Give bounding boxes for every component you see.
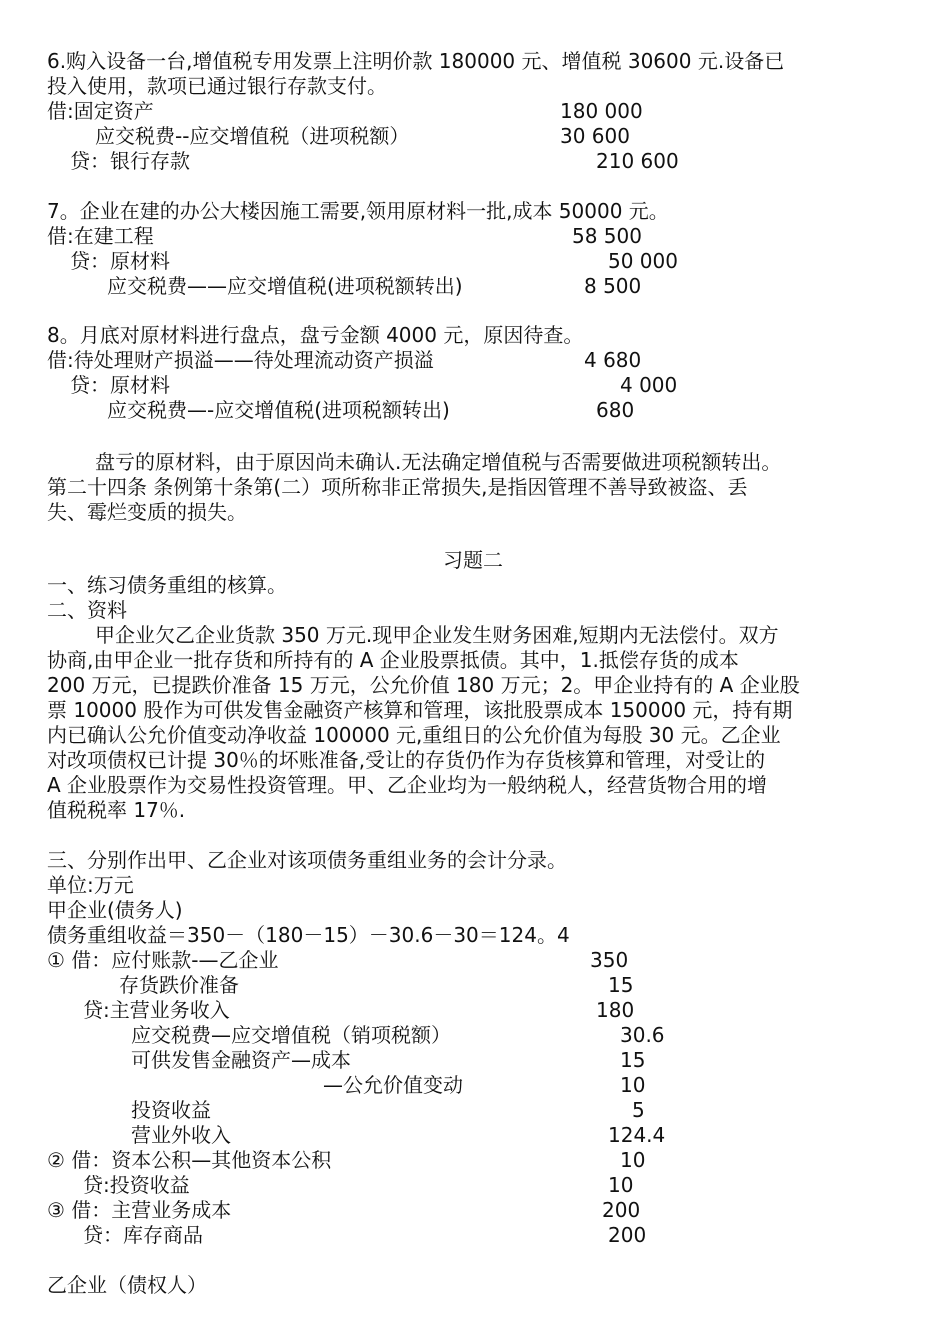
section-heading-2: 二、资料 — [47, 598, 127, 622]
entry1-credit-amount-3: 15 — [620, 1048, 646, 1072]
entry3-credit-account: 贷：库存商品 — [83, 1223, 203, 1247]
material-line1: 甲企业欠乙企业货款 350 万元.现甲企业发生财务困难,短期内无法偿付。双方 — [95, 623, 779, 647]
entry2-credit-account: 贷:投资收益 — [83, 1173, 190, 1197]
debtor-heading: 甲企业(债务人) — [47, 898, 183, 922]
q7-text-line1: 7。企业在建的办公大楼因施工需要,领用原材料一批,成本 50000 元。 — [47, 199, 669, 223]
section-heading-3: 三、分别作出甲、乙企业对该项债务重组业务的会计分录。 — [47, 848, 567, 872]
q6-debit-account-2: 应交税费--应交增值税（进项税额） — [95, 124, 410, 148]
q8-note-line3: 失、霉烂变质的损失。 — [47, 500, 247, 524]
q7-credit-amount-2: 8 500 — [584, 274, 642, 298]
creditor-heading: 乙企业（债权人） — [47, 1273, 207, 1297]
entry1-credit-account-5: 投资收益 — [131, 1098, 211, 1122]
q8-credit-account: 贷：原材料 — [70, 373, 170, 397]
q7-debit-amount: 58 500 — [572, 224, 642, 248]
entry1-credit-amount-5: 5 — [632, 1098, 645, 1122]
entry3-credit-amount: 200 — [608, 1223, 647, 1247]
entry1-credit-account-6: 营业外收入 — [131, 1123, 231, 1147]
q6-debit-amount-2: 30 600 — [560, 124, 630, 148]
entry1-credit-amount: 180 — [596, 998, 635, 1022]
entry2-credit-amount: 10 — [608, 1173, 634, 1197]
q6-text-line2: 投入使用，款项已通过银行存款支付。 — [47, 74, 387, 98]
q6-debit-amount: 180 000 — [560, 99, 643, 123]
entry1-credit-account-4: —公允价值变动 — [323, 1073, 463, 1097]
material-line5: 内已确认公允价值变动净收益 100000 元,重组日的公允价值为每股 30 元。乙企业 — [47, 723, 781, 747]
entry1-debit-amount-2: 15 — [608, 973, 634, 997]
q8-credit-account-2: 应交税费—-应交增值税(进项税额转出) — [107, 398, 450, 422]
entry2-debit-account: ② 借：资本公积—其他资本公积 — [47, 1148, 332, 1172]
q8-note-line2: 第二十四条 条例第十条第(二）项所称非正常损失,是指因管理不善导致被盗、丢 — [47, 475, 748, 499]
entry1-debit-account: ① 借：应付账款-—乙企业 — [47, 948, 279, 972]
entry1-credit-amount-6: 124.4 — [608, 1123, 666, 1147]
q8-credit-amount-2: 680 — [596, 398, 635, 422]
q8-credit-amount: 4 000 — [620, 373, 678, 397]
material-line6: 对改项债权已计提 30％的坏账准备,受让的存货仍作为存货核算和管理，对受让的 — [47, 748, 766, 772]
entry1-debit-account-2: 存货跌价准备 — [119, 973, 239, 997]
q7-credit-account-2: 应交税费——应交增值税(进项税额转出) — [107, 274, 463, 298]
entry3-debit-amount: 200 — [602, 1198, 641, 1222]
entry1-credit-account-3: 可供发售金融资产—成本 — [131, 1048, 351, 1072]
material-line7: A 企业股票作为交易性投资管理。甲、乙企业均为一般纳税人，经营货物合用的增 — [47, 773, 768, 797]
q6-credit-account: 贷：银行存款 — [70, 149, 190, 173]
q8-note-line1: 盘亏的原材料，由于原因尚未确认.无法确定增值税与否需要做进项税额转出。 — [95, 450, 782, 474]
restructuring-gain-formula: 债务重组收益＝350－（180－15）－30.6－30＝124。4 — [47, 923, 570, 947]
q7-credit-account: 贷：原材料 — [70, 249, 170, 273]
entry2-debit-amount: 10 — [620, 1148, 646, 1172]
entry1-debit-amount: 350 — [590, 948, 629, 972]
q7-credit-amount: 50 000 — [608, 249, 678, 273]
material-line4: 票 10000 股作为可供发售金融资产核算和管理，该批股票成本 150000 元，持有期 — [47, 698, 793, 722]
entry1-credit-account: 贷:主营业务收入 — [83, 998, 230, 1022]
entry1-credit-amount-4: 10 — [620, 1073, 646, 1097]
section-heading-1: 一、练习债务重组的核算。 — [47, 573, 287, 597]
exercise-title: 习题二 — [443, 548, 503, 572]
material-line3: 200 万元，已提跌价准备 15 万元，公允价值 180 万元；2。甲企业持有的 A 企业股 — [47, 673, 800, 697]
material-line8: 值税税率 17％. — [47, 798, 186, 822]
q6-credit-amount: 210 600 — [596, 149, 679, 173]
q8-text-line1: 8。月底对原材料进行盘点，盘亏金额 4000 元，原因待查。 — [47, 323, 584, 347]
entry3-debit-account: ③ 借：主营业务成本 — [47, 1198, 232, 1222]
entry1-credit-amount-2: 30.6 — [620, 1023, 665, 1047]
q7-debit-account: 借:在建工程 — [47, 224, 154, 248]
material-line2: 协商,由甲企业一批存货和所持有的 A 企业股票抵债。其中，1.抵偿存货的成本 — [47, 648, 739, 672]
q6-debit-account: 借:固定资产 — [47, 99, 154, 123]
unit-label: 单位:万元 — [47, 873, 134, 897]
q6-text-line1: 6.购入设备一台,增值税专用发票上注明价款 180000 元、增值税 30600 元.设备已 — [47, 49, 785, 73]
q8-debit-account: 借:待处理财产损溢——待处理流动资产损溢 — [47, 348, 434, 372]
q8-debit-amount: 4 680 — [584, 348, 642, 372]
entry1-credit-account-2: 应交税费—应交增值税（销项税额） — [131, 1023, 451, 1047]
